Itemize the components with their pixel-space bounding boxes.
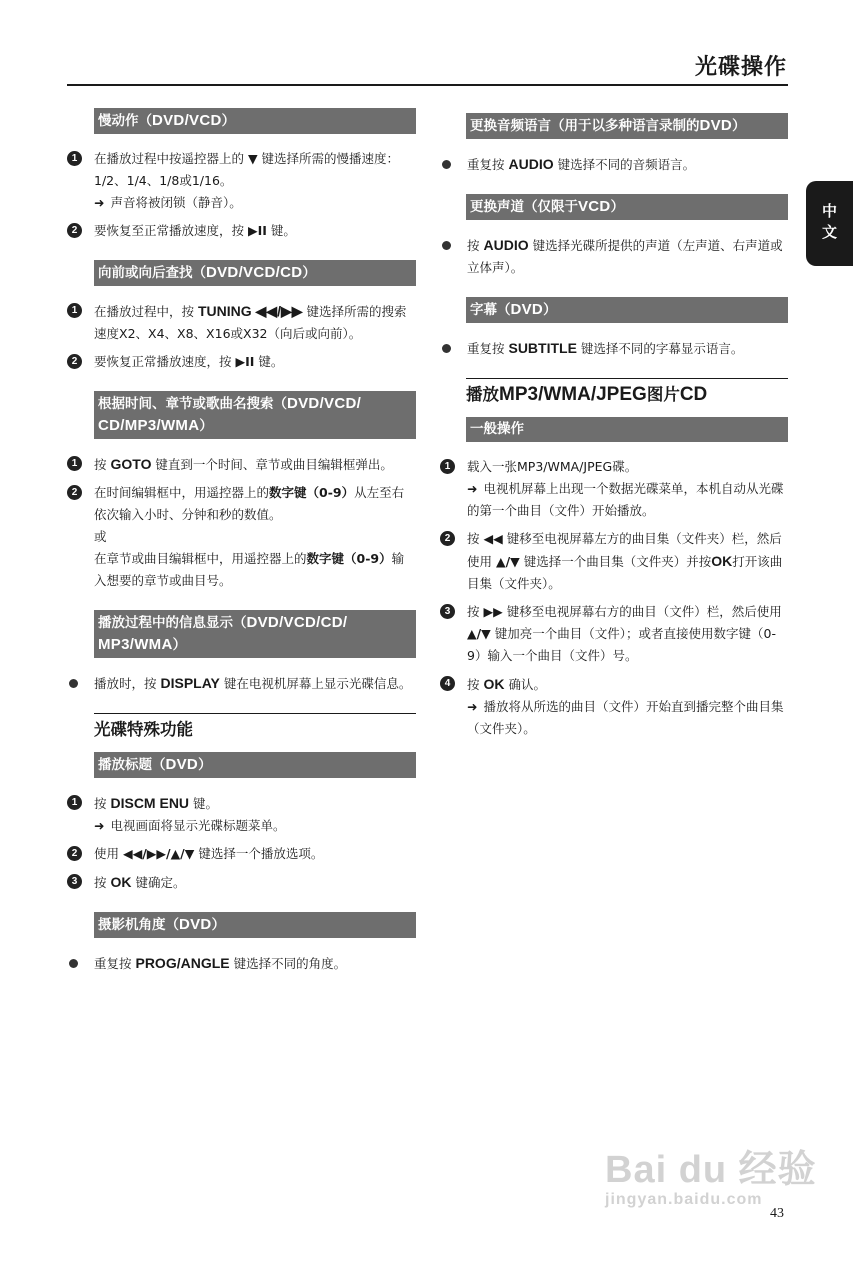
step-number-icon: 1 — [440, 459, 455, 474]
result-note: ➜ 电视画面将显示光碟标题菜单。 — [94, 818, 286, 833]
section-header-info-display: 播放过程中的信息显示（DVD/VCD/CD/ MP3/WMA） — [94, 610, 416, 658]
step-item: 2 使用 ◀◀/▶▶/▲/▼ 键选择一个播放选项。 — [67, 843, 416, 865]
step-item: 2 要恢复至正常播放速度，按 ▶II 键。 — [67, 220, 416, 242]
page-number: 43 — [770, 1206, 784, 1221]
step-number-icon: 2 — [67, 223, 82, 238]
step-number-icon: 2 — [67, 846, 82, 861]
watermark-logo: Bai du 经验 — [605, 1149, 817, 1191]
bullet-icon — [69, 959, 78, 968]
step-number-icon: 1 — [67, 303, 82, 318]
bullet-icon — [69, 679, 78, 688]
section-header-time-search: 根据时间、章节或歌曲名搜索（DVD/VCD/ CD/MP3/WMA） — [94, 391, 416, 439]
step-number-icon: 4 — [440, 676, 455, 691]
step-item: 1 在播放过程中按遥控器上的 ▼ 键选择所需的慢播速度：1/2、1/4、1/8或1/16。 ➜ 声音将被闭锁（静音）。 — [67, 148, 416, 214]
bullet-item: 重复按 PROG/ANGLE 键选择不同的角度。 — [67, 952, 416, 975]
left-column — [67, 108, 416, 981]
step-item: 1 按 DISCM ENU 键。 ➜ 电视画面将显示光碟标题菜单。 — [67, 792, 416, 837]
section-title-mp3-playback: 播放MP3/WMA/JPEG图片CD — [466, 378, 788, 407]
step-item: 1 按 GOTO 键直到一个时间、章节或曲目编辑框弹出。 — [67, 453, 416, 476]
arrow-icon: ➜ — [94, 818, 105, 833]
section-header-audio-language: 更换音频语言（用于以多种语言录制的DVD） — [466, 113, 788, 139]
watermark-url: jingyan.baidu.com — [605, 1191, 763, 1208]
result-note: ➜ 声音将被闭锁（静音）。 — [94, 195, 242, 210]
step-number-icon: 1 — [67, 456, 82, 471]
step-item: 2 要恢复正常播放速度，按 ▶II 键。 — [67, 351, 416, 373]
arrow-icon: ➜ — [467, 481, 478, 496]
bullet-item: 按 AUDIO 键选择光碟所提供的声道（左声道、右声道或立体声）。 — [440, 234, 788, 279]
arrow-icon: ➜ — [94, 195, 105, 210]
step-item: 1 在播放过程中，按 TUNING ◀◀/▶▶ 键选择所需的搜索速度X2、X4、X8、X16或X32（向后或向前）。 — [67, 300, 416, 345]
section-header-title-play: 播放标题（DVD） — [94, 752, 416, 778]
bullet-item: 重复按 SUBTITLE 键选择不同的字幕显示语言。 — [440, 337, 788, 360]
result-note: ➜ 播放将从所选的曲目（文件）开始直到播完整个曲目集（文件夹）。 — [467, 699, 784, 736]
step-number-icon: 2 — [67, 485, 82, 500]
title-rule — [67, 84, 788, 86]
step-item: 1 载入一张MP3/WMA/JPEG碟。 ➜ 电视机屏幕上出现一个数据光碟菜单，本机自动从光碟的第一个曲目（文件）开始播放。 — [440, 456, 788, 522]
step-number-icon: 2 — [67, 354, 82, 369]
step-number-icon: 3 — [440, 604, 455, 619]
step-item: 3 按 ▶▶ 键移至电视屏幕右方的曲目（文件）栏，然后使用 ▲/▼ 键加亮一个曲目（文件）；或者直接使用数字键（0-9）输入一个曲目（文件）号。 — [440, 601, 788, 667]
step-number-icon: 1 — [67, 151, 82, 166]
section-title-special-features: 光碟特殊功能 — [94, 713, 416, 742]
section-header-camera-angle: 摄影机角度（DVD） — [94, 912, 416, 938]
bullet-icon — [442, 160, 451, 169]
section-header-general-operation: 一般操作 — [466, 417, 788, 442]
bullet-icon — [442, 344, 451, 353]
step-number-icon: 1 — [67, 795, 82, 810]
step-item: 2 按 ◀◀ 键移至电视屏幕左方的曲目集（文件夹）栏，然后使用 ▲/▼ 键选择一个曲目集（文件夹）并按OK打开该曲目集（文件夹）。 — [440, 528, 788, 595]
step-item: 4 按 OK 确认。 ➜ 播放将从所选的曲目（文件）开始直到播完整个曲目集（文件夹）。 — [440, 673, 788, 740]
right-column — [440, 113, 788, 746]
result-note: ➜ 电视机屏幕上出现一个数据光碟菜单，本机自动从光碟的第一个曲目（文件）开始播放。 — [467, 481, 784, 518]
bullet-item: 播放时，按 DISPLAY 键在电视机屏幕上显示光碟信息。 — [67, 672, 416, 695]
section-header-search: 向前或向后查找（DVD/VCD/CD） — [94, 260, 416, 286]
arrow-icon: ➜ — [467, 699, 478, 714]
bullet-item: 重复按 AUDIO 键选择不同的音频语言。 — [440, 153, 788, 176]
step-number-icon: 3 — [67, 874, 82, 889]
section-header-audio-channel: 更换声道（仅限于VCD） — [466, 194, 788, 220]
step-item: 3 按 OK 键确定。 — [67, 871, 416, 894]
section-header-slow-motion: 慢动作（DVD/VCD） — [94, 108, 416, 134]
bullet-icon — [442, 241, 451, 250]
section-header-subtitle: 字幕（DVD） — [466, 297, 788, 323]
language-tab: 中文 — [806, 181, 853, 266]
page-title: 光碟操作 — [694, 55, 787, 80]
baidu-jingyan-watermark — [605, 1138, 817, 1209]
step-number-icon: 2 — [440, 531, 455, 546]
step-item: 2 在时间编辑框中，用遥控器上的数字键（0-9）从左至右依次输入小时、分钟和秒的数值。 或 在章节或曲目编辑框中，用遥控器上的数字键（0-9）输入想要的章节或曲目号。 — [67, 482, 416, 592]
